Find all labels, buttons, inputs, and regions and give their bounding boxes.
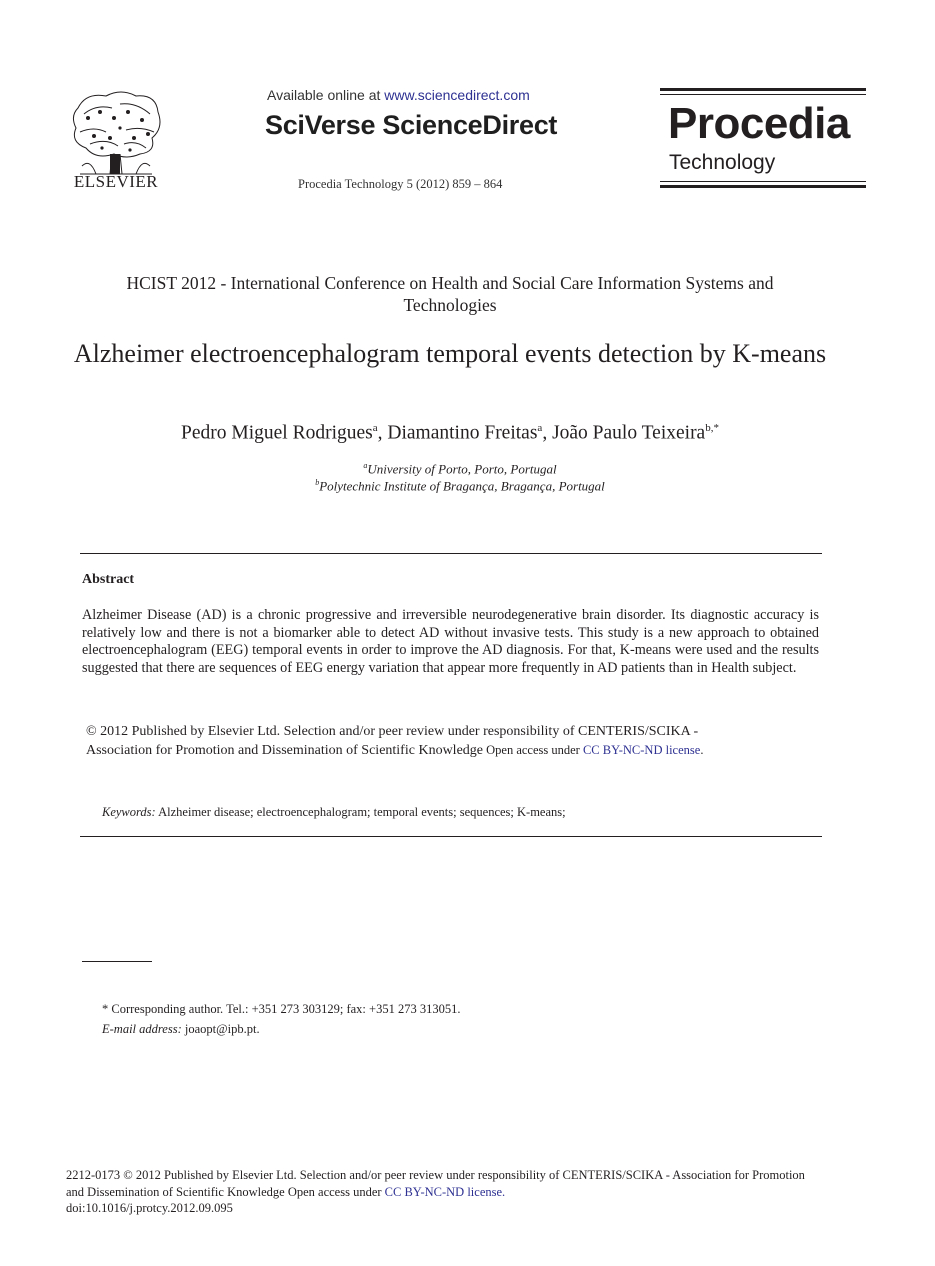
- affiliation-text: University of Porto, Porto, Portugal: [367, 461, 557, 477]
- bottom-copyright: [66, 1167, 866, 1217]
- logo-rule-bottom: [660, 185, 866, 188]
- copyright-line-2: [86, 741, 826, 760]
- email-label: E-mail address:: [102, 1022, 182, 1036]
- author-separator: ,: [542, 422, 553, 444]
- conference-name: HCIST 2012 - International Conference on Health and Social Care Information Systems and Technologies: [126, 273, 774, 315]
- author-name: João Paulo Teixeira: [552, 422, 706, 444]
- keywords-label: Keywords:: [102, 805, 156, 819]
- author-name: Diamantino Freitas: [387, 422, 538, 444]
- divider-bottom: [80, 836, 822, 837]
- paper-title: Alzheimer electroencephalogram temporal events detection by K-means: [73, 339, 827, 368]
- affiliation: [200, 461, 720, 477]
- bottom-open-access: Open access under: [284, 1184, 385, 1199]
- author-separator: ,: [377, 422, 388, 444]
- logo-subtitle: Technology: [669, 151, 776, 174]
- elsevier-logo: [66, 88, 166, 192]
- author-affiliation-mark: a: [537, 422, 543, 434]
- affiliation-mark: b: [315, 478, 320, 487]
- divider-top: [80, 553, 822, 554]
- license-link[interactable]: CC BY-NC-ND license: [582, 743, 701, 757]
- author-name: Pedro Miguel Rodrigues: [181, 422, 373, 444]
- bottom-license-link[interactable]: CC BY-NC-ND license.: [384, 1184, 506, 1199]
- procedia-technology-logo: [660, 88, 866, 189]
- author-affiliation-mark: a: [372, 422, 378, 434]
- bottom-line-2: [66, 1184, 866, 1201]
- keywords-text: Alzheimer disease; electroencephalogram; temporal events; sequences; K-means;: [155, 805, 566, 819]
- affiliation-mark: a: [363, 461, 368, 470]
- logo-rule-bottom-thin: [660, 181, 866, 182]
- doi: doi:10.1016/j.protcy.2012.09.095: [66, 1201, 233, 1215]
- affiliation-text: Polytechnic Institute of Bragança, Bragança, Portugal: [319, 478, 605, 494]
- bottom-line-1: 2212-0173 © 2012 Published by Elsevier Ltd. Selection and/or peer review under responsibility of CENTERIS/SCIKA - Association for Promotion: [66, 1168, 805, 1182]
- logo-rule-top-thin: [660, 94, 866, 95]
- author-list: [60, 422, 840, 445]
- abstract-heading: Abstract: [82, 572, 135, 587]
- abstract-text: Alzheimer Disease (AD) is a chronic progressive and irreversible neurodegenerative brain disorder. Its diagnostic accuracy is relatively low and there is not a biomarker able to detect AD without invasive tests. This study is a new approach to obtained electroencephalogram (EEG) temporal events in order to improve the AD diagnosis. For that, K-means were used and the results suggested that there are sequences of EEG energy variation that appear more frequently in AD patients than in Health subject.: [82, 607, 819, 676]
- journal-reference: Procedia Technology 5 (2012) 859 – 864: [298, 177, 503, 191]
- email-value: joaopt@ipb.pt.: [181, 1022, 260, 1036]
- copyright-line-1: © 2012 Published by Elsevier Ltd. Selection and/or peer review under responsibility of CENTERIS/SCIKA -: [86, 724, 699, 739]
- sciencedirect-link[interactable]: www.sciencedirect.com: [384, 87, 530, 103]
- keywords: [102, 805, 566, 820]
- open-access-text: Open access under: [483, 743, 583, 757]
- author-affiliation-mark: b,*: [705, 422, 719, 434]
- email-address: [102, 1022, 260, 1037]
- copyright-period: .: [700, 743, 704, 757]
- corresponding-author: * Corresponding author. Tel.: +351 273 303129; fax: +351 273 313051.: [102, 1002, 461, 1016]
- copyright-association: Association for Promotion and Dissemination of Scientific Knowledge: [86, 743, 483, 758]
- available-online: [267, 87, 530, 103]
- bottom-association: and Dissemination of Scientific Knowledge: [66, 1184, 285, 1199]
- affiliation: [200, 478, 720, 494]
- footnote-rule: [82, 961, 152, 962]
- elsevier-wordmark: ELSEVIER: [73, 172, 159, 191]
- sciverse-sciencedirect-logo: SciVerse ScienceDirect: [265, 110, 558, 140]
- available-prefix: Available online at: [267, 87, 385, 103]
- logo-title: Procedia: [668, 99, 850, 148]
- logo-rule-top: [660, 88, 866, 91]
- copyright-notice: [86, 722, 826, 760]
